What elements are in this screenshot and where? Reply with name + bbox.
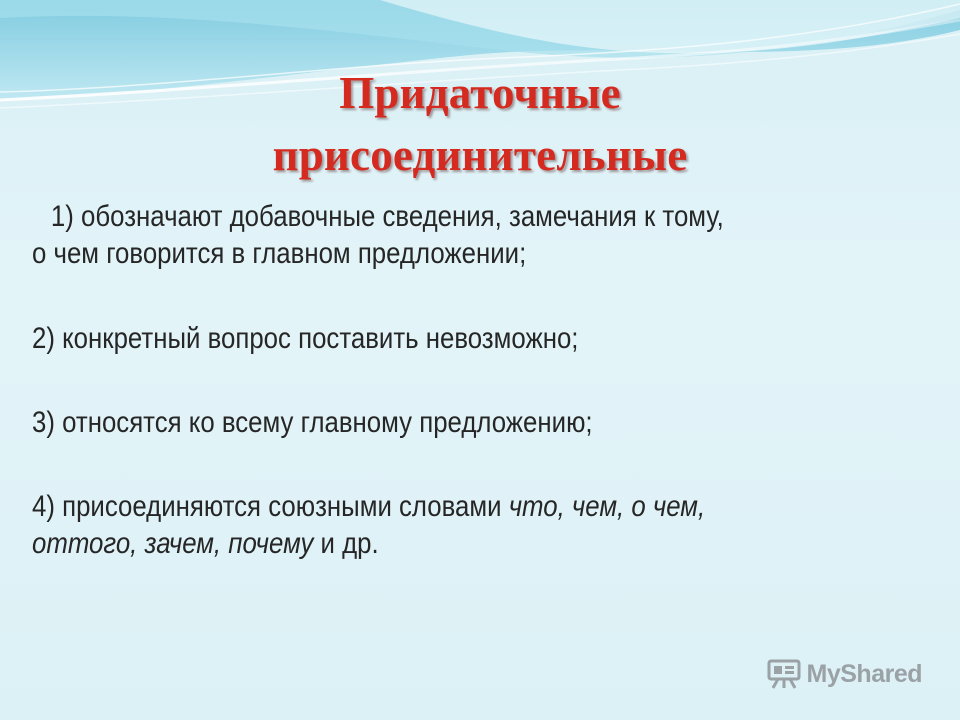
list-item-3: 3) относятся ко всему главному предложению; bbox=[32, 406, 593, 439]
list-item-2: 2) конкретный вопрос поставить невозможно; bbox=[32, 322, 579, 355]
slide-body bbox=[32, 198, 737, 562]
list-item-4-conjunctive-words: что, чем, о чем, оттого, зачем, почему bbox=[32, 490, 706, 560]
watermark-text: MyShared bbox=[806, 659, 922, 688]
list-item-1: 1) обозначают добавочные сведения, замечания к тому, о чем говорится в главном предложении; bbox=[32, 200, 724, 270]
presentation-screen-icon bbox=[767, 658, 801, 690]
myshared-watermark bbox=[767, 658, 922, 690]
slide-title bbox=[0, 62, 960, 186]
list-item-4-prefix: 4) присоединяются союзными словами bbox=[32, 490, 509, 523]
list-item-4-suffix: и др. bbox=[313, 527, 379, 560]
slide-title-line2: присоединительные bbox=[272, 130, 688, 180]
list-item-4 bbox=[32, 488, 737, 562]
slide-title-line1: Придаточные bbox=[339, 68, 621, 118]
